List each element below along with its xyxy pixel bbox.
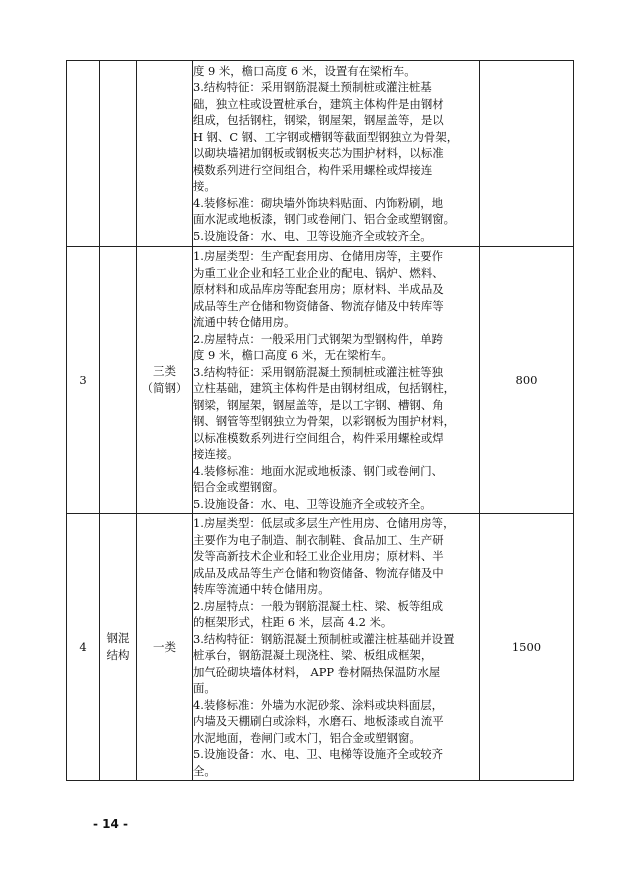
desc-line: 为重工业企业和轻工业企业的配电、锅炉、燃料、 <box>193 265 444 280</box>
desc-line: 1.房屋类型：低层或多层生产性用房、仓储用房等， <box>193 516 455 530</box>
structure-cell <box>100 514 137 781</box>
row-number-cell <box>67 61 100 247</box>
price-cell <box>480 61 574 247</box>
desc-line: 4.装修标准：砌块墙外饰块料贴面、内饰粉刷，地 <box>193 195 444 210</box>
description-cell <box>193 61 480 247</box>
desc-line: 础，独立柱或设置桩承台，建筑主体构件是由钢材 <box>193 96 444 111</box>
desc-line: 成品等生产仓储和物资储备、物流存储及中转库等 <box>193 298 444 313</box>
desc-line: 转库等流通中转仓储用房。 <box>193 582 330 596</box>
desc-line: H 钢、C 钢、工字钢或槽钢等截面型钢独立为骨架， <box>193 129 459 144</box>
desc-line: 原材料和成品库房等配套用房；原材料、半成品及 <box>193 282 444 296</box>
building-standard-table <box>66 60 574 781</box>
structure-cell <box>100 61 137 247</box>
table-row <box>67 247 574 514</box>
desc-line: 面。 <box>193 681 216 695</box>
desc-line: 内墙及天棚刷白或涂料，水磨石、地板漆或自流平 <box>193 714 444 728</box>
desc-line: 5.设施设备：水、电、卫等设施齐全或较齐全。 <box>193 228 432 243</box>
desc-line: 成品及成品等生产仓储和物资储备、物流存储及中 <box>193 565 444 580</box>
desc-line: 2.房屋特点：一般采用门式钢架为型钢构件，单跨 <box>193 331 444 346</box>
desc-line: 铝合金或塑钢窗。 <box>193 480 285 494</box>
desc-line: 模数系列进行空间组合，构件采用螺栓或焊接连 <box>193 162 433 177</box>
description-cell <box>193 514 480 781</box>
desc-line: 度 9 米，檐口高度 6 米，无在梁桁车。 <box>193 348 393 362</box>
desc-line: 面水泥或地板漆，钢门或卷闸门、铝合金或塑钢窗。 <box>193 212 455 227</box>
category-label: 三类 <box>153 364 176 378</box>
category-cell <box>137 247 193 514</box>
category-label: （简钢） <box>141 381 188 395</box>
desc-line: 1.房屋类型：生产配套用房、仓储用房等，主要作 <box>193 249 444 263</box>
row-number-cell: 3 <box>67 247 100 514</box>
desc-line: 3.结构特征：采用钢筋混凝土预制桩或灌注桩基 <box>193 80 432 95</box>
desc-line: 2.房屋特点：一般为钢筋混凝土柱、梁、板等组成 <box>193 598 444 613</box>
desc-line: 5.设施设备：水、电、卫等设施齐全或较齐全。 <box>193 496 432 511</box>
desc-line: 全。 <box>193 763 216 778</box>
desc-line: 水泥地面，卷闸门或木门，铝合金或塑钢窗。 <box>193 730 421 745</box>
desc-line: 流通中转仓储用房。 <box>193 315 296 329</box>
desc-line: 度 9 米，檐口高度 6 米，设置有在梁桁车。 <box>193 63 416 78</box>
desc-line: 桩承台，钢筋混凝土现浇柱、梁、板组成框架， <box>193 648 433 662</box>
row-number-cell: 4 <box>67 514 100 781</box>
price-cell: 1500 <box>480 514 574 781</box>
category-cell <box>137 61 193 247</box>
desc-line: 接连接。 <box>193 447 239 461</box>
page-number: - 14 - <box>93 817 129 831</box>
structure-cell <box>100 247 137 514</box>
desc-line: 4.装修标准：外墙为水泥砂浆、涂料或块料面层， <box>193 697 444 712</box>
desc-line: 3.结构特征：钢筋混凝土预制桩或灌注桩基础并设置 <box>193 631 455 646</box>
desc-line: 发等高新技术企业和轻工业企业用房；原材料、半 <box>193 549 444 563</box>
structure-label: 结构 <box>106 648 130 662</box>
desc-line: 钢、钢管等型钢独立为骨架，以彩钢板为围护材料， <box>193 414 455 428</box>
desc-line: 以砌块墙裙加钢板或钢板夹芯为围护材料，以标准 <box>193 146 444 161</box>
desc-line: 3.结构特征：采用钢筋混凝土预制桩或灌注桩等独 <box>193 364 444 379</box>
desc-line: 组成，包括钢柱，钢梁，钢屋架，钢屋盖等，是以 <box>193 113 444 128</box>
description-cell <box>193 247 480 514</box>
desc-line: 5.设施设备：水、电、卫、电梯等设施齐全或较齐 <box>193 747 444 761</box>
desc-line: 主要作为电子制造、制衣制鞋、食品加工、生产研 <box>193 532 444 547</box>
desc-line: 的框架形式，柱距 6 米，层高 4.2 米。 <box>193 615 393 629</box>
price-cell: 800 <box>480 247 574 514</box>
desc-line: 4.装修标准：地面水泥或地板漆、钢门或卷闸门、 <box>193 463 444 478</box>
category-cell <box>137 514 193 781</box>
desc-line: 加气砼砌块墙体材料， APP 卷材隔热保温防水屋 <box>193 664 441 679</box>
desc-line: 以标准模数系列进行空间组合，构件采用螺栓或焊 <box>193 430 444 445</box>
table-row <box>67 61 574 247</box>
desc-line: 钢梁，钢屋架，钢屋盖等，是以工字钢、槽钢、角 <box>193 397 444 412</box>
desc-line: 接。 <box>193 179 216 194</box>
table-row <box>67 514 574 781</box>
desc-line: 立柱基础，建筑主体构件是由钢材组成，包括钢柱， <box>193 381 455 395</box>
structure-label: 钢混 <box>106 631 130 645</box>
category-label: 一类 <box>153 639 176 654</box>
